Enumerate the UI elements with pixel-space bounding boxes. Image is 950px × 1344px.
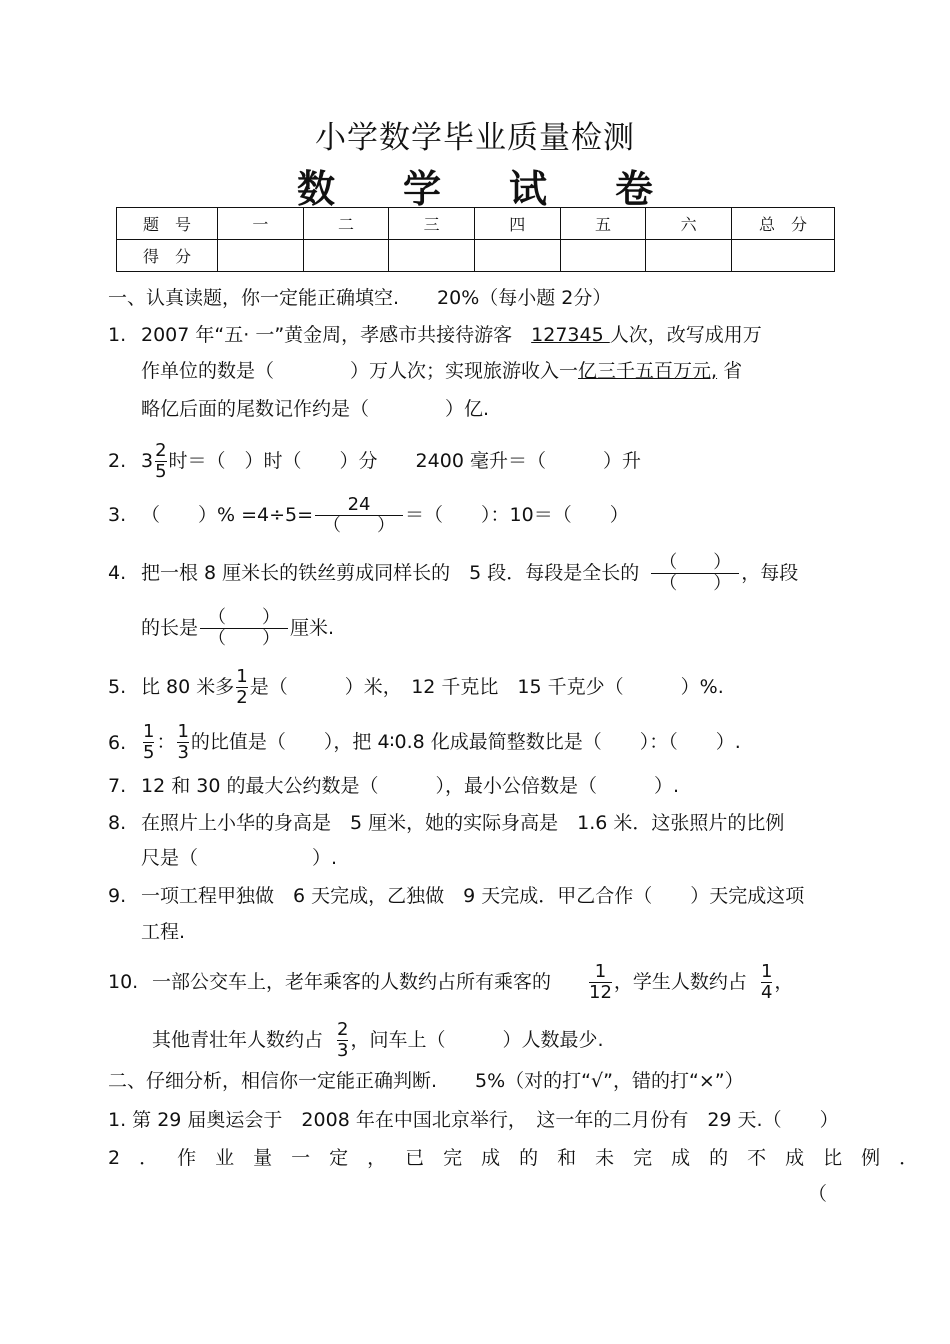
header-cell: 三 <box>389 208 475 240</box>
header-cell: 一 <box>218 208 304 240</box>
score-cell[interactable] <box>560 240 646 272</box>
fraction: $\frac{1}{5}$ <box>143 721 155 763</box>
q8-line2: 尺是（ ）. <box>141 847 338 869</box>
fraction: $\frac{24}{( )}$ <box>315 495 403 536</box>
subtitle-char: 卷 <box>615 166 654 211</box>
q9-line1: 一项工程甲独做 6 天完成，乙独做 9 天完成．甲乙合作（ ）天完成这项 <box>141 885 805 907</box>
q9-number: 9. <box>108 885 127 907</box>
header-cell: 二 <box>303 208 389 240</box>
section2-heading: 二、仔细分析，相信你一定能正确判断. 5%（对的打“√”，错的打“×”） <box>108 1070 744 1092</box>
q7-text: 12 和 30 的最大公约数是（ ），最小公倍数是（ ）. <box>141 775 680 797</box>
subtitle-char: 学 <box>402 166 441 211</box>
header-cell: 题 号 <box>117 208 218 240</box>
s2-q1: 1. 第 29 届奥运会于 2008 年在中国北京举行， 这一年的二月份有 29 天.（ ） <box>108 1109 839 1131</box>
q2-text: 3 $\frac{2}{5}$ 时＝（ ）时（ ）分 2400 毫升＝（ ）升 <box>141 440 641 482</box>
q8-line1: 在照片上小华的身高是 5 厘米，她的实际身高是 1.6 米．这张照片的比例 <box>141 812 785 834</box>
q10-line1: 一部公交车上，老年乘客的人数约占所有乘客的 $\frac{1}{12}$ ，学生人数约占 $\frac{1}{4}$ ， <box>152 961 794 1003</box>
score-cell[interactable] <box>732 240 835 272</box>
fraction: $\frac{1}{2}$ <box>236 666 248 708</box>
exam-subtitle <box>0 158 950 213</box>
fraction: $\frac{( )}{( )}$ <box>651 553 739 594</box>
fraction: $\frac{2}{3}$ <box>337 1019 349 1061</box>
q4-line2: 的长是 $\frac{( )}{( )}$ 厘米. <box>141 607 335 649</box>
s2-q2: 2．作业量一定，已完成的和未完成的不成比例． <box>108 1147 938 1169</box>
q9-line2: 工程. <box>141 921 186 943</box>
s2-q2-paren: （ <box>808 1183 828 1205</box>
q8-number: 8. <box>108 812 127 834</box>
q5-text: 比 80 米多 $\frac{1}{2}$ 是（ ）米， 12 千克比 15 千克少（ ）%. <box>141 666 724 708</box>
q7-number: 7. <box>108 775 127 797</box>
q4-number: 4. <box>108 562 127 584</box>
q1-line1: 2007 年“五· 一”黄金周，孝感市共接待游客 127345 人次，改写成用万 <box>141 324 762 346</box>
q10-line2: 其他青壮年人数约占 $\frac{2}{3}$ ，问车上（ ）人数最少. <box>152 1019 604 1061</box>
q1-underline-number: 127345 <box>531 324 610 346</box>
fraction: $\frac{( )}{( )}$ <box>200 608 288 649</box>
section1-heading: 一、认真读题，你一定能正确填空. 20%（每小题 2分） <box>108 287 612 309</box>
q3-text: （ ）% =4÷5= $\frac{24}{( )}$ ＝（ ）：10＝（ ） <box>141 494 629 536</box>
score-cell[interactable] <box>389 240 475 272</box>
header-cell: 总 分 <box>732 208 835 240</box>
q1-number: 1. <box>108 324 127 346</box>
fraction: $\frac{1}{3}$ <box>177 721 189 763</box>
page-title: 小学数学毕业质量检测 <box>315 120 635 156</box>
header-cell: 五 <box>560 208 646 240</box>
q1-line2: 作单位的数是（ ）万人次；实现旅游收入一亿三千五百万元, 省 <box>141 360 743 382</box>
row-label-cell: 得 分 <box>117 240 218 272</box>
score-cell[interactable] <box>303 240 389 272</box>
score-table <box>116 207 835 272</box>
fraction: $\frac{2}{5}$ <box>155 440 167 482</box>
q10-number: 10. <box>108 971 139 993</box>
header-cell: 六 <box>646 208 732 240</box>
subtitle-char: 数 <box>296 166 335 211</box>
q1-underline-amount: 亿三千五百万元, <box>578 360 718 382</box>
q6-number: 6. <box>108 732 127 754</box>
q5-number: 5. <box>108 676 127 698</box>
subtitle-char: 试 <box>509 166 548 211</box>
header-cell: 四 <box>474 208 560 240</box>
q2-number: 2. <box>108 450 127 472</box>
q4-line1: 把一根 8 厘米长的铁丝剪成同样长的 5 段．每段是全长的 $\frac{( )}{( )}$ ，每段 <box>141 552 799 594</box>
q1-line3: 略亿后面的尾数记作约是（ ）亿. <box>141 398 490 420</box>
fraction: $\frac{1}{4}$ <box>760 961 773 1003</box>
score-cell[interactable] <box>646 240 732 272</box>
q3-number: 3. <box>108 504 127 526</box>
score-value-row <box>117 240 835 272</box>
fraction: $\frac{1}{12}$ <box>589 961 612 1003</box>
score-header-row <box>117 208 835 240</box>
score-cell[interactable] <box>218 240 304 272</box>
q6-text: $\frac{1}{5}$ ： $\frac{1}{3}$ 的比值是（ ），把 4∶0.8 化成最简整数比是（ ）：（ ）. <box>143 721 741 763</box>
score-cell[interactable] <box>474 240 560 272</box>
